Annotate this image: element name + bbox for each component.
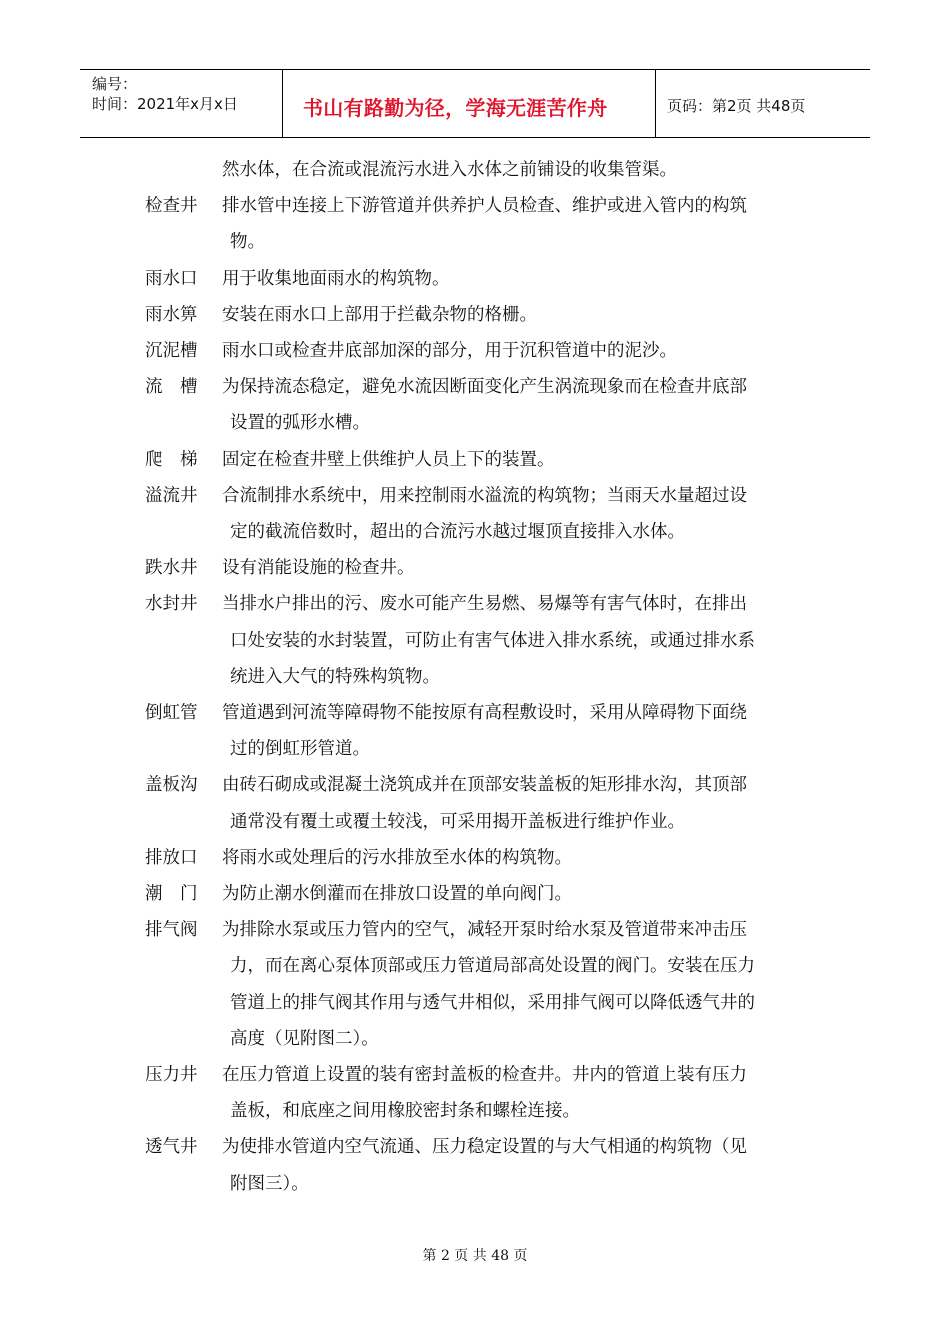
- glossary-term: 流 槽: [145, 377, 198, 398]
- glossary-term: 透气井: [145, 1137, 198, 1158]
- page-header: [80, 69, 870, 138]
- glossary-definition-line: 由砖石砌成或混凝土浇筑成并在顶部安装盖板的矩形排水沟，其顶部: [222, 775, 747, 796]
- glossary-term: 压力井: [145, 1065, 198, 1085]
- glossary-definition-line: 合流制排水系统中，用来控制雨水溢流的构筑物；当雨天水量超过设: [222, 485, 747, 506]
- glossary-definition-line: 管道遇到河流等障碍物不能按原有高程敷设时，采用从障碍物下面绕: [222, 703, 747, 723]
- page-info: 页码：第2页 共48页: [667, 97, 806, 115]
- glossary-definition-line: 盖板，和底座之间用橡胶密封条和螺栓连接。: [230, 1101, 580, 1122]
- glossary-term: 检查井: [145, 196, 198, 217]
- glossary-term: 雨水箅: [145, 304, 198, 325]
- glossary-definition-line: 口处安装的水封装置，可防止有害气体进入排水系统，或通过排水系: [230, 630, 755, 651]
- glossary-definition-line: 附图三）。: [230, 1173, 309, 1194]
- number-label: 编号：: [92, 75, 138, 93]
- glossary-term: 跌水井: [145, 558, 198, 579]
- glossary-term: 盖板沟: [145, 775, 198, 796]
- glossary-definition-line: 固定在检查井壁上供维护人员上下的装置。: [222, 449, 555, 470]
- glossary-term: 倒虹管: [145, 703, 198, 723]
- glossary-definition-line: 力，而在离心泵体顶部或压力管道局部高处设置的阀门。安装在压力: [230, 956, 755, 977]
- glossary-definition-line: 通常没有覆土或覆土较浅，可采用揭开盖板进行维护作业。: [230, 811, 685, 832]
- glossary-definition-line: 为防止潮水倒灌而在排放口设置的单向阀门。: [222, 884, 572, 904]
- glossary-definition-line: 过的倒虹形管道。: [230, 739, 370, 760]
- header-page-cell: [655, 70, 870, 137]
- glossary-definition-line: 排水管中连接上下游管道并供养护人员检查、维护或进入管内的构筑: [222, 196, 747, 217]
- glossary-term: 潮 门: [145, 884, 198, 904]
- glossary-definition-line: 统进入大气的特殊构筑物。: [230, 666, 440, 687]
- glossary-definition-line: 在压力管道上设置的装有密封盖板的检查井。井内的管道上装有压力: [222, 1065, 747, 1085]
- glossary-definition-line: 用于收集地面雨水的构筑物。: [222, 268, 450, 289]
- glossary-term: 爬 梯: [145, 449, 198, 470]
- header-slogan-cell: [282, 70, 656, 137]
- slogan: 书山有路勤为径，学海无涯苦作舟: [303, 96, 608, 120]
- glossary-definition-line: 定的截流倍数时，超出的合流污水越过堰顶直接排入水体。: [230, 522, 685, 542]
- glossary-definition-line: 高度（见附图二）。: [230, 1028, 379, 1049]
- glossary-term: 溢流井: [145, 485, 198, 506]
- glossary-definition-line: 物。: [230, 232, 265, 253]
- glossary-definition-line: 为排除水泵或压力管内的空气，减轻开泵时给水泵及管道带来冲击压: [222, 920, 747, 941]
- page-footer: 第 2 页 共 48 页: [422, 1248, 528, 1264]
- glossary-definition-line: 然水体，在合流或混流污水进入水体之前铺设的收集管渠。: [222, 160, 677, 180]
- glossary-definition-line: 为保持流态稳定，避免水流因断面变化产生涡流现象而在检查井底部: [222, 377, 747, 398]
- time-label: 时间：2021年x月x日: [92, 95, 238, 113]
- glossary-term: 雨水口: [145, 268, 198, 289]
- glossary-term: 排放口: [145, 847, 198, 868]
- glossary-definition-line: 为使排水管道内空气流通、压力稳定设置的与大气相通的构筑物（见: [222, 1137, 747, 1158]
- glossary-definition-line: 安装在雨水口上部用于拦截杂物的格栅。: [222, 304, 537, 325]
- glossary-definition-line: 设有消能设施的检查井。: [222, 558, 415, 579]
- glossary-definition-line: 管道上的排气阀其作用与透气井相似，采用排气阀可以降低透气井的: [230, 992, 755, 1013]
- glossary-term: 水封井: [145, 594, 198, 615]
- glossary-definition-line: 雨水口或检查井底部加深的部分，用于沉积管道中的泥沙。: [222, 341, 677, 361]
- glossary-term: 沉泥槽: [145, 341, 198, 361]
- header-meta: [80, 70, 282, 137]
- glossary-definition-line: 当排水户排出的污、废水可能产生易燃、易爆等有害气体时，在排出: [222, 594, 747, 615]
- glossary-definition-line: 将雨水或处理后的污水排放至水体的构筑物。: [222, 847, 572, 868]
- glossary-term: 排气阀: [145, 920, 198, 941]
- glossary-definition-line: 设置的弧形水槽。: [230, 413, 370, 434]
